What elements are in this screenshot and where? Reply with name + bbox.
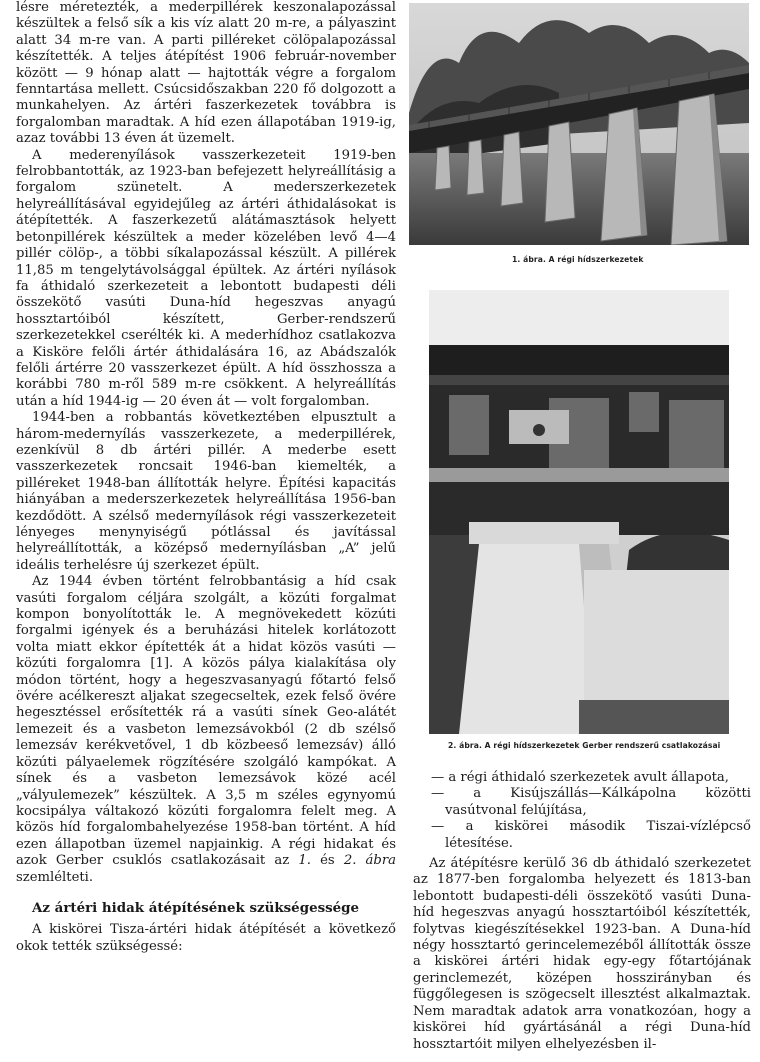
left-text-column	[16, 0, 396, 955]
paragraph: lésre méretezték, a mederpillérek keszonalapozással készültek a felső sík a kis víz alatt 20 m-re, a pályaszint alatt 34 m-re van. A parti pilléreket cölöpalapozással készítették. A teljes átépítést 1906 február-november között — 9 hónap alatt — hajtották végre a forgalom fenntartása mellett. Csúcsidőszakban 220 fő dolgozott a munkahelyen. Az ártéri faszerkezetek továbbra is forgalomban maradtak. A híd ezen állapotában 1919-ig, azaz további 13 éven át üzemelt.	[16, 0, 396, 147]
list-item: — a kiskörei második Tiszai-vízlépcső létesítése.	[431, 819, 751, 851]
paragraph-end: szemlélteti.	[16, 869, 94, 885]
paragraph-text: Az 1944 évben történt felrobbantásig a híd csak vasúti forgalom céljára szolgált, a közúti forgalmat kompon bonyolították le. A megnövekedett közúti forgalmi igények és a beruházási hitelek korlátozott volta miatt ekkor építették át a hidat közös vasúti — közúti forgalomra [1]. A közös pálya kialakítása oly módon történt, hogy a hegeszvasanyagú főtartó felső övére acélkereszt aljakat szegecseltek, ezek felső övére hegesztéssel erősítették rá a vasúti sínek Geo-alátét lemezeit és a vasbeton lemezsávokból (2 db szélső lemezsáv kerékvetővel, 1 db közbeeső lemezsáv) álló közúti pályaelemek rögzítésére szolgáló kampókat. A sínek és a vasbeton lemezsávok közé acél „vályulemezek” készültek. A 3,5 m széles egynyomú kocsipálya váltakozó közúti forgalomra felelt meg. A közös híd forgalombahelyezése 1958-ban történt. A híd ezen állapotban üzemel napjainkig. A régi hidakat és azok Gerber csuklós csatlakozásait az	[16, 574, 396, 869]
conjunction: és	[320, 853, 335, 869]
figure-1-caption: 1. ábra. A régi hídszerkezetek	[512, 255, 644, 264]
list-item: — a Kisújszállás—Kálkápolna közötti vasútvonal felújítása,	[431, 786, 751, 818]
figure-1-photo	[409, 3, 749, 245]
figure-2-photo	[429, 290, 729, 734]
paragraph: Az átépítésre kerülő 36 db áthidaló szerkezetet az 1877-ben forgalomba helyezett és 1813-ban lebontott budapesti-déli összekötő vasúti Duna-híd hegeszvas anyagú hossztartóiból készítették, folytvas kiegészítésekkel 1923-ban. A Duna-híd négy hossztartó gerincelemezéből állították össze a kiskörei ártéri hidak egy-egy főtartójának gerinclemezét, középen hosszirányban és függőlegesen is szögecselt illesztést alkalmaztak. Nem maradtak adatok arra vonatkozóan, hogy a kiskörei híd gyártásánál a régi Duna-híd hossztartóit milyen elhelyezésben il-	[413, 856, 751, 1052]
right-text-column	[413, 770, 751, 1053]
paragraph: 1944-ben a robbantás következtében elpusztult a három-medernyílás vasszerkezete, a mederpillérek, ezenkívül 8 db ártéri pillér. A mederbe esett vasszerkezetek roncsait 1946-ban kiemelték, a pilléreket 1948-ban állították helyre. Építési kapacitás hiányában a mederszerkezetek helyreállítása 1956-ban kezdődött. A szélső medernyílások régi vasszerkezeteit lényeges menynyiségű pótlással és javítással helyreállították, a középső medernyílásban „A” jelű ideális terhelésre új szerkezet épült.	[16, 410, 396, 573]
paragraph: A mederenyílások vasszerkezeteit 1919-ben felrobbantották, az 1923-ban befejezett helyreállításig a forgalom szünetelt. A mederszerkezetek helyreállításával egyidejűleg az ártéri áthidalásokat is átépítették. A faszerkezetű alátámasztások helyett betonpillérek készültek a meder közelében levő 4—4 pillér cölöp-, a többi síkalapozással készült. A pillérek 11,85 m tengelytávolsággal épültek. Az ártéri nyílások fa áthidaló szerkezeteit a lebontott budapesti déli összekötő vasúti Duna-híd hegeszvas anyagú hossztartóiból készített, Gerber-rendszerű szerkezetekkel cserélték ki. A mederhídhoz csatlakozva a Kisköre felőli ártér áthidalására 16, az Abádszalók felőli ártérre 20 vasszerkezet épült. A híd összhossza a korábbi 780 m-ről 589 m-re csökkent. A helyreállítás után a híd 1944-ig — 20 éven át — volt forgalomban.	[16, 147, 396, 409]
section-heading: Az ártéri hidak átépítésének szükségessége	[32, 899, 360, 916]
list-item: — a régi áthidaló szerkezetek avult állapota,	[431, 770, 729, 785]
figure-ref: 2. ábra	[343, 853, 397, 869]
paragraph	[16, 574, 396, 886]
figure-2-caption: 2. ábra. A régi hídszerkezetek Gerber rendszerű csatlakozásai	[448, 741, 721, 750]
paragraph: A kiskörei Tisza-ártéri hidak átépítését a következő okok tették szükségessé:	[16, 922, 396, 954]
figure-ref: 1.	[298, 853, 311, 869]
